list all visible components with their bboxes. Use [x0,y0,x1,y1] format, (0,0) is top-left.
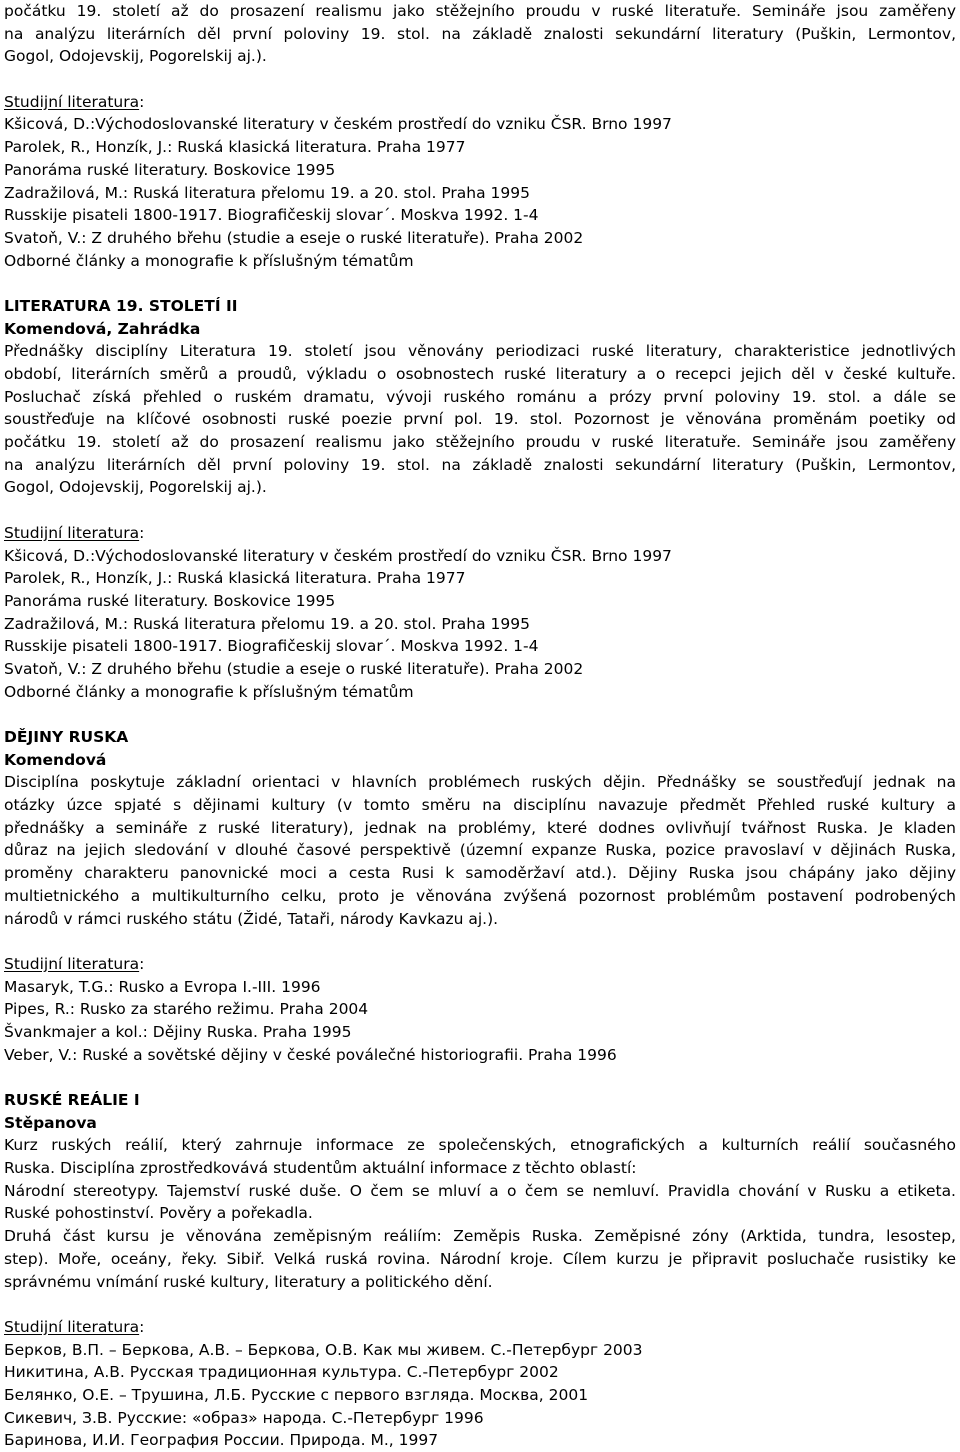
spacer [4,499,956,522]
section-teachers: Komendová, Zahrádka [4,319,201,338]
section-dejiny-ruska [4,726,956,1066]
bibliography-item: Белянко, О.Е. – Трушина, Л.Б. Русские с первого взгляда. Москва, 2001 [4,1385,589,1404]
section-literatura-19 [4,295,956,703]
section-teachers: Komendová [4,750,107,769]
study-literature-heading [4,91,956,114]
study-literature-label: Studijní literatura [4,92,140,111]
paragraph-line: počátku 19. století až do prosazení realismu jako stěžejního proudu v ruské literatuře. Semináře jsou zaměřeny [4,433,956,452]
bibliography-item: Pipes, R.: Rusko za starého režimu. Praha 2004 [4,1000,369,1019]
paragraph-line: Disciplína poskytuje základní orientaci v hlavních problémech ruských dějin. Přednášky se soustřeďují jednak na [4,773,956,792]
paragraph-line: soustřeďuje na klíčové osobnosti ruské poezie první pol. 19. stol. Pozornost je věnována proměnám poetiky od [4,410,956,429]
paragraph-line: Gogol, Odojevskij, Pogorelskij aj.). [4,478,267,497]
bibliography-item: Баринова, И.И. География России. Природа. М., 1997 [4,1431,439,1450]
paragraph-line: Kurz ruských reálií, který zahrnuje informace ze společenských, etnografických a kulturních reálií současného [4,1136,956,1155]
bibliography-item: Parolek, R., Honzík, J.: Ruská klasická literatura. Praha 1977 [4,138,466,157]
bibliography-item: Russkije pisateli 1800-1917. Biografičeskij slovar´. Moskva 1992. 1-4 [4,206,539,225]
bibliography-item: Odborné články a monografie k příslušným tématům [4,251,414,270]
study-literature-heading [4,522,956,545]
section-ruske-realie [4,1089,956,1452]
paragraph-line: Druhá část kursu je věnována zeměpisným reáliím: Zeměpis Ruska. Zeměpisné zóny (Arktida, tundra, lesostep, [4,1227,956,1246]
spacer [4,1066,956,1089]
bibliography-item: Zadražilová, M.: Ruská literatura přelomu 19. a 20. stol. Praha 1995 [4,183,530,202]
paragraph-line: důraz na jejich sledování v dlouhé časové perspektivě (územní expanze Ruska, pozice pravoslaví v dějinách Ruska, [4,841,956,860]
spacer [4,68,956,91]
paragraph-line: Přednášky disciplíny Literatura 19. století jsou věnovány periodizaci ruské literatury, charakteristice jednotlivých [4,342,956,361]
paragraph-line: na analýzu literárních děl první poloviny 19. stol. na základě znalosti sekundární literatury (Puškin, Lermontov, [4,24,956,43]
paragraph-line: národů v rámci ruského státu (Židé, Tataři, národy Kavkazu aj.). [4,909,499,928]
study-literature-heading [4,1316,956,1339]
bibliography-item: Veber, V.: Ruské a sovětské dějiny v české poválečné historiografii. Praha 1996 [4,1045,617,1064]
section-title: LITERATURA 19. STOLETÍ II [4,296,238,315]
spacer [4,703,956,726]
top-fragment [4,0,956,272]
bibliography-item: Kšicová, D.:Východoslovanské literatury v českém prostředí do vzniku ČSR. Brno 1997 [4,115,672,134]
paragraph-line: proměny charakteru panovnické moci a cesta Rusi k samoděržaví atd.). Dějiny Ruska jsou chápány jako dějiny [4,864,956,883]
bibliography-item: Берков, В.П. – Беркова, А.В. – Беркова, О.В. Как мы живем. С.-Петербург 2003 [4,1340,643,1359]
paragraph-line: počátku 19. století až do prosazení realismu jako stěžejního proudu v ruské literatuře. Semináře jsou zaměřeny [4,2,956,20]
section-teachers: Stěpanova [4,1113,97,1132]
bibliography-item: Никитина, А.В. Русская традиционная культура. С.-Петербург 2002 [4,1363,559,1382]
paragraph-line: Národní stereotypy. Tajemství ruské duše. O čem se mluví a o čem se nemluví. Pravidla chování v Rusku a etiketa. [4,1181,956,1200]
study-literature-heading [4,953,956,976]
bibliography-item: Odborné články a monografie k příslušným tématům [4,682,414,701]
study-literature-colon: : [139,954,145,973]
study-literature-label: Studijní literatura [4,954,140,973]
spacer [4,930,956,953]
paragraph-line: Posluchač získá přehled o ruském dramatu, vývoji ruského románu a prózy první poloviny 19. stol. a dále se [4,387,956,406]
study-literature-colon: : [139,523,145,542]
paragraph-line: na analýzu literárních děl první poloviny 19. stol. na základě znalosti sekundární literatury (Puškin, Lermontov, [4,455,956,474]
bibliography-item: Panoráma ruské literatury. Boskovice 1995 [4,591,336,610]
spacer [4,1293,956,1316]
paragraph-line: Ruské pohostinství. Pověry a pořekadla. [4,1204,313,1223]
paragraph-line: otázky úzce spjaté s dějinami kultury (v tomto směru na disciplínu navazuje předmět Přehled ruské kultury a [4,796,956,815]
paragraph-line: správnému vnímání ruské kultury, literatury a politického dění. [4,1272,493,1291]
section-title: DĚJINY RUSKA [4,728,129,746]
bibliography-item: Parolek, R., Honzík, J.: Ruská klasická literatura. Praha 1977 [4,569,466,588]
bibliography-item: Zadražilová, M.: Ruská literatura přelomu 19. a 20. stol. Praha 1995 [4,614,530,633]
paragraph-line: multietnického a multikulturního celku, proto je věnována zvýšená pozornost problémům postavení podrobených [4,886,956,905]
bibliography-item: Svatoň, V.: Z druhého břehu (studie a eseje o ruské literatuře). Praha 2002 [4,228,584,247]
document-page [4,0,956,1452]
spacer [4,272,956,295]
paragraph-line: step). Moře, oceány, řeky. Sibiř. Velká ruská rovina. Národní kroje. Cílem kurzu je připravit posluchače rusistiky ke [4,1249,956,1268]
bibliography-item: Сикевич, З.В. Русские: «образ» народа. С.-Петербург 1996 [4,1408,484,1427]
bibliography-item: Panoráma ruské literatury. Boskovice 1995 [4,160,336,179]
study-literature-colon: : [139,92,145,111]
study-literature-label: Studijní literatura [4,523,140,542]
bibliography-item: Svatoň, V.: Z druhého břehu (studie a eseje o ruské literatuře). Praha 2002 [4,659,584,678]
section-title: RUSKÉ REÁLIE I [4,1091,140,1109]
paragraph-line: období, literárních směrů a proudů, výkladu o osobnostech ruské literatury a o recepci jejich děl v české kultuře. [4,365,956,383]
study-literature-colon: : [139,1317,145,1336]
paragraph-line: Gogol, Odojevskij, Pogorelskij aj.). [4,47,267,66]
bibliography-item: Kšicová, D.:Východoslovanské literatury v českém prostředí do vzniku ČSR. Brno 1997 [4,546,672,565]
paragraph-line: Ruska. Disciplína zprostředkovává studentům aktuální informace z těchto oblastí: [4,1159,637,1178]
study-literature-label: Studijní literatura [4,1317,140,1336]
bibliography-item: Russkije pisateli 1800-1917. Biografičeskij slovar´. Moskva 1992. 1-4 [4,637,539,656]
bibliography-item: Švankmajer a kol.: Dějiny Ruska. Praha 1995 [4,1022,352,1041]
bibliography-item: Masaryk, T.G.: Rusko a Evropa I.-III. 1996 [4,977,321,996]
paragraph-line: přednášky a semináře z ruské literatury), jednak na problémy, které dodnes ovlivňují tvářnost Ruska. Je kladen [4,818,956,837]
